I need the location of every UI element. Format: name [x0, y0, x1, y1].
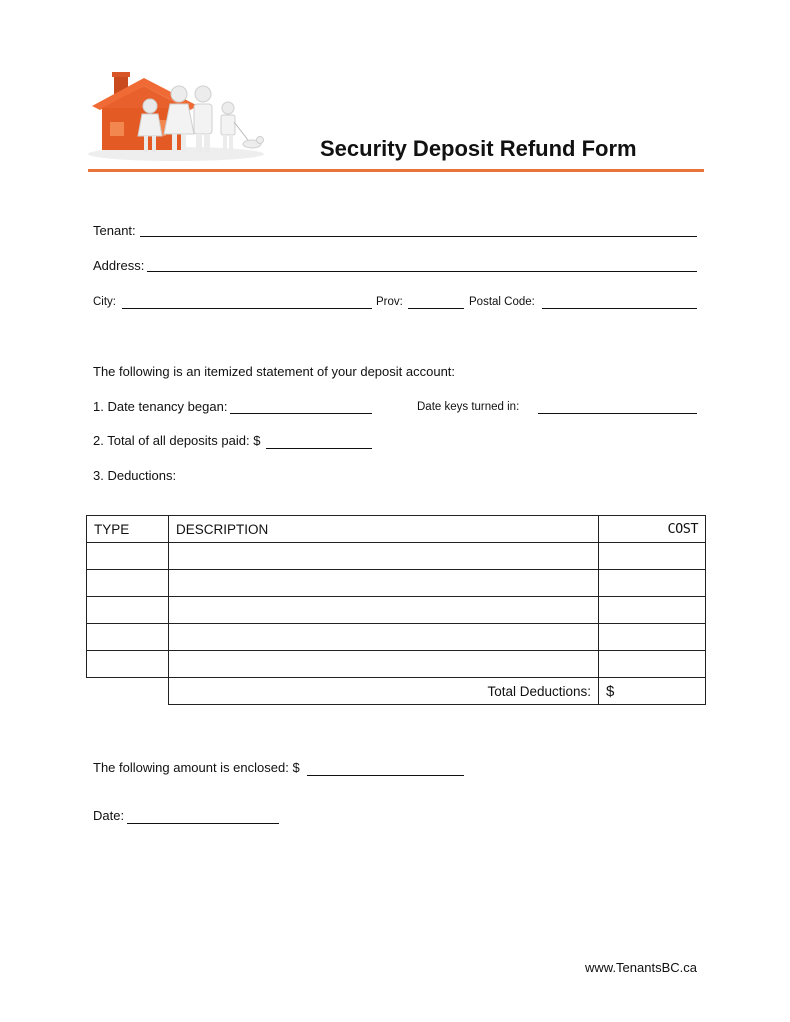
- tenant-field[interactable]: [140, 225, 697, 237]
- column-header-description: DESCRIPTION: [169, 516, 599, 543]
- cost-cell[interactable]: [599, 651, 706, 678]
- type-cell[interactable]: [87, 570, 169, 597]
- prov-label: Prov:: [376, 296, 403, 308]
- date-tenancy-began-field[interactable]: [230, 402, 372, 414]
- address-label: Address:: [93, 258, 145, 273]
- type-cell[interactable]: [87, 624, 169, 651]
- cost-cell[interactable]: [599, 624, 706, 651]
- description-cell[interactable]: [169, 624, 599, 651]
- page-title: Security Deposit Refund Form: [320, 136, 637, 161]
- description-cell[interactable]: [169, 651, 599, 678]
- type-cell[interactable]: [87, 651, 169, 678]
- tenant-label: Tenant:: [93, 223, 136, 238]
- postal-code-label: Postal Code:: [469, 296, 535, 308]
- address-field[interactable]: [147, 260, 697, 272]
- logo: [86, 70, 266, 162]
- description-cell[interactable]: [169, 597, 599, 624]
- description-cell[interactable]: [169, 543, 599, 570]
- prov-field[interactable]: [408, 297, 464, 309]
- total-deductions-cell[interactable]: [599, 678, 706, 705]
- statement-intro: The following is an itemized statement of your deposit account:: [93, 364, 456, 379]
- table-row: [87, 543, 706, 570]
- total-deductions-row: [87, 678, 706, 705]
- city-label: City:: [93, 296, 116, 308]
- city-field[interactable]: [122, 297, 372, 309]
- enclosed-amount-field[interactable]: [307, 764, 464, 776]
- deposits-paid-field[interactable]: [266, 437, 372, 449]
- table-row: [87, 597, 706, 624]
- type-cell[interactable]: [87, 597, 169, 624]
- empty-cell: [87, 678, 169, 705]
- deductions-table: [86, 515, 706, 705]
- column-header-type: TYPE: [87, 516, 169, 543]
- column-header-cost: COST: [599, 516, 706, 543]
- house-family-icon: [86, 70, 266, 162]
- deductions-label: 3. Deductions:: [93, 468, 177, 483]
- header-divider: [88, 169, 704, 172]
- cost-cell[interactable]: [599, 543, 706, 570]
- cost-cell[interactable]: [599, 597, 706, 624]
- type-cell[interactable]: [87, 543, 169, 570]
- table-row: [87, 624, 706, 651]
- table-row: [87, 570, 706, 597]
- cost-cell[interactable]: [599, 570, 706, 597]
- table-header-row: [87, 516, 706, 543]
- total-deductions-label: [169, 678, 599, 705]
- date-label: Date:: [93, 808, 125, 823]
- total-deductions-text: Total Deductions:: [487, 683, 591, 699]
- deposits-paid-label: 2. Total of all deposits paid: $: [93, 433, 261, 448]
- date-keys-label: Date keys turned in:: [417, 401, 520, 413]
- date-tenancy-began-label: 1. Date tenancy began:: [93, 399, 228, 414]
- total-currency: $: [606, 682, 615, 700]
- table-row: [87, 651, 706, 678]
- date-keys-field[interactable]: [538, 402, 697, 414]
- postal-code-field[interactable]: [542, 297, 697, 309]
- enclosed-amount-label: The following amount is enclosed: $: [93, 760, 300, 775]
- date-field[interactable]: [127, 812, 279, 824]
- description-cell[interactable]: [169, 570, 599, 597]
- footer-website: www.TenantsBC.ca: [585, 960, 697, 975]
